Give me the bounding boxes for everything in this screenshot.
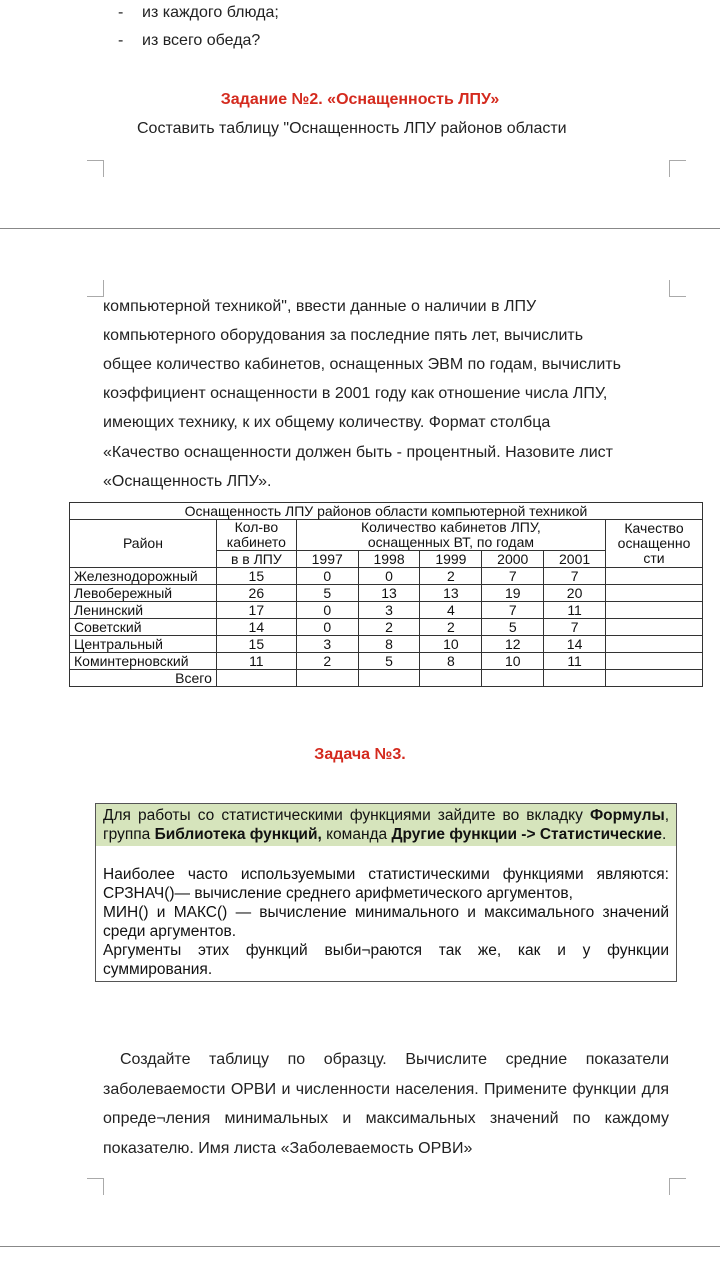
header-rooms-line: оснащенных ВТ, по годам bbox=[367, 534, 534, 550]
count-cell[interactable]: 14 bbox=[216, 619, 296, 636]
value-cell[interactable]: 2 bbox=[358, 619, 420, 636]
header-quality-line: Качество bbox=[624, 520, 684, 536]
info-paragraph: Наиболее часто используемыми статистическими функциями являются: СРЗНАЧ()— вычисление среднего арифметического аргументов, bbox=[103, 866, 669, 902]
year-header: 1999 bbox=[420, 551, 482, 568]
paragraph-line: «Оснащенность ЛПУ». bbox=[103, 473, 272, 490]
district-cell[interactable]: Коминтерновский bbox=[70, 653, 217, 670]
value-cell[interactable]: 0 bbox=[296, 602, 358, 619]
info-bold-text: Формулы bbox=[589, 807, 665, 824]
district-cell[interactable]: Центральный bbox=[70, 636, 217, 653]
value-cell[interactable]: 10 bbox=[420, 636, 482, 653]
district-cell[interactable]: Ленинский bbox=[70, 602, 217, 619]
total-label: Всего bbox=[70, 670, 217, 687]
year-header: 2000 bbox=[482, 551, 544, 568]
page-separator bbox=[0, 1246, 720, 1247]
total-cell[interactable] bbox=[358, 670, 420, 687]
value-cell[interactable]: 5 bbox=[296, 585, 358, 602]
district-cell[interactable]: Левобережный bbox=[70, 585, 217, 602]
count-cell[interactable]: 15 bbox=[216, 636, 296, 653]
table-row bbox=[70, 619, 703, 636]
value-cell[interactable]: 2 bbox=[296, 653, 358, 670]
quality-cell[interactable] bbox=[606, 619, 703, 636]
bullet-text: из каждого блюда; bbox=[142, 4, 279, 21]
count-cell[interactable]: 17 bbox=[216, 602, 296, 619]
header-count-line: Кол-во bbox=[234, 519, 279, 535]
value-cell[interactable]: 11 bbox=[544, 653, 606, 670]
header-district: Район bbox=[70, 520, 217, 568]
count-cell[interactable]: 15 bbox=[216, 568, 296, 585]
task3-title: Задача №3. bbox=[314, 746, 406, 763]
value-cell[interactable]: 4 bbox=[420, 602, 482, 619]
value-cell[interactable]: 19 bbox=[482, 585, 544, 602]
value-cell[interactable]: 5 bbox=[482, 619, 544, 636]
total-cell[interactable] bbox=[544, 670, 606, 687]
task2-intro: Составить таблицу "Оснащенность ЛПУ районов области bbox=[137, 120, 567, 137]
table-row bbox=[70, 585, 703, 602]
district-cell[interactable]: Железнодорожный bbox=[70, 568, 217, 585]
header-count-line: в в ЛПУ bbox=[216, 551, 296, 568]
info-box-highlight bbox=[96, 804, 676, 846]
info-paragraph: МИН() и МАКС() — вычисление минимального и максимального значений среди аргументов. bbox=[103, 904, 669, 940]
paragraph-line: общее количество кабинетов, оснащенных ЭВМ по годам, вычислить bbox=[103, 356, 621, 373]
value-cell[interactable]: 7 bbox=[482, 602, 544, 619]
quality-cell[interactable] bbox=[606, 653, 703, 670]
quality-cell[interactable] bbox=[606, 602, 703, 619]
table-caption: Оснащенность ЛПУ районов области компьютерной техникой bbox=[70, 503, 703, 520]
table-row bbox=[70, 568, 703, 585]
total-cell[interactable] bbox=[482, 670, 544, 687]
value-cell[interactable]: 2 bbox=[420, 568, 482, 585]
info-box-body bbox=[96, 846, 676, 981]
quality-cell[interactable] bbox=[606, 636, 703, 653]
table-row-total bbox=[70, 670, 703, 687]
lpu-equipment-table bbox=[69, 502, 703, 687]
value-cell[interactable]: 11 bbox=[544, 602, 606, 619]
header-quality bbox=[606, 520, 703, 568]
value-cell[interactable]: 13 bbox=[358, 585, 420, 602]
page-corner-mark bbox=[669, 160, 686, 177]
count-cell[interactable]: 26 bbox=[216, 585, 296, 602]
paragraph-line: имеющих технику, к их общему количеству. Формат столбца bbox=[103, 414, 551, 431]
info-text: , группа bbox=[103, 807, 669, 843]
table-row bbox=[70, 636, 703, 653]
value-cell[interactable]: 13 bbox=[420, 585, 482, 602]
district-cell[interactable]: Советский bbox=[70, 619, 217, 636]
page-corner-mark bbox=[669, 1178, 686, 1195]
value-cell[interactable]: 0 bbox=[296, 568, 358, 585]
header-rooms-line: Количество кабинетов ЛПУ, bbox=[361, 519, 541, 535]
paragraph-line: компьютерной техникой", ввести данные о наличии в ЛПУ bbox=[103, 298, 537, 315]
value-cell[interactable]: 7 bbox=[482, 568, 544, 585]
value-cell[interactable]: 0 bbox=[358, 568, 420, 585]
value-cell[interactable]: 8 bbox=[358, 636, 420, 653]
bullet-dash: - bbox=[118, 4, 124, 21]
page-corner-mark bbox=[87, 160, 104, 177]
value-cell[interactable]: 2 bbox=[420, 619, 482, 636]
year-header: 1997 bbox=[296, 551, 358, 568]
header-count-line: кабинето bbox=[226, 534, 286, 550]
task3-instructions: Создайте таблицу по образцу. Вычислите средние показатели заболеваемости ОРВИ и численности населения. Примените функции для опреде¬ления минимальных и максимальных значений по каждому показателю. Имя листа «Заболеваемость ОРВИ» bbox=[103, 1051, 669, 1157]
header-quality-line: оснащенно bbox=[617, 535, 691, 551]
page-corner-mark bbox=[87, 280, 104, 297]
info-text: Для работы со статистическими функциями зайдите во вкладку bbox=[103, 807, 583, 824]
count-cell[interactable]: 11 bbox=[216, 653, 296, 670]
header-quality-line: сти bbox=[643, 550, 665, 566]
quality-cell[interactable] bbox=[606, 585, 703, 602]
year-header: 1998 bbox=[358, 551, 420, 568]
year-header: 2001 bbox=[544, 551, 606, 568]
page-separator bbox=[0, 228, 720, 229]
header-rooms bbox=[296, 520, 605, 551]
info-paragraph: Аргументы этих функций выби¬раются так же, как и у функции суммирования. bbox=[103, 942, 669, 978]
info-text: . bbox=[662, 826, 667, 843]
info-text: команда bbox=[321, 826, 392, 843]
bullet-text: из всего обеда? bbox=[142, 32, 261, 49]
value-cell[interactable]: 10 bbox=[482, 653, 544, 670]
value-cell[interactable]: 8 bbox=[420, 653, 482, 670]
table-row bbox=[70, 602, 703, 619]
paragraph-line: компьютерного оборудования за последние пять лет, вычислить bbox=[103, 327, 584, 344]
value-cell[interactable]: 12 bbox=[482, 636, 544, 653]
value-cell[interactable]: 3 bbox=[358, 602, 420, 619]
value-cell[interactable]: 7 bbox=[544, 568, 606, 585]
value-cell[interactable]: 7 bbox=[544, 619, 606, 636]
info-bold-text: Библиотека функций, bbox=[154, 826, 322, 843]
task2-title: Задание №2. «Оснащенность ЛПУ» bbox=[220, 91, 500, 108]
info-bold-text: Другие функции -> Статистические bbox=[391, 826, 663, 843]
total-cell[interactable] bbox=[216, 670, 296, 687]
info-box bbox=[95, 803, 677, 982]
page-corner-mark bbox=[87, 1178, 104, 1195]
paragraph-line: коэффициент оснащенности в 2001 году как отношение числа ЛПУ, bbox=[103, 385, 608, 402]
quality-cell[interactable] bbox=[606, 568, 703, 585]
total-cell[interactable] bbox=[296, 670, 358, 687]
total-cell[interactable] bbox=[606, 670, 703, 687]
table-row bbox=[70, 653, 703, 670]
value-cell[interactable]: 14 bbox=[544, 636, 606, 653]
bullet-dash: - bbox=[118, 32, 124, 49]
page-corner-mark bbox=[669, 280, 686, 297]
value-cell[interactable]: 5 bbox=[358, 653, 420, 670]
value-cell[interactable]: 3 bbox=[296, 636, 358, 653]
total-cell[interactable] bbox=[420, 670, 482, 687]
value-cell[interactable]: 20 bbox=[544, 585, 606, 602]
header-count bbox=[216, 520, 296, 551]
paragraph-line: «Качество оснащенности должен быть - процентный. Назовите лист bbox=[103, 444, 613, 461]
value-cell[interactable]: 0 bbox=[296, 619, 358, 636]
